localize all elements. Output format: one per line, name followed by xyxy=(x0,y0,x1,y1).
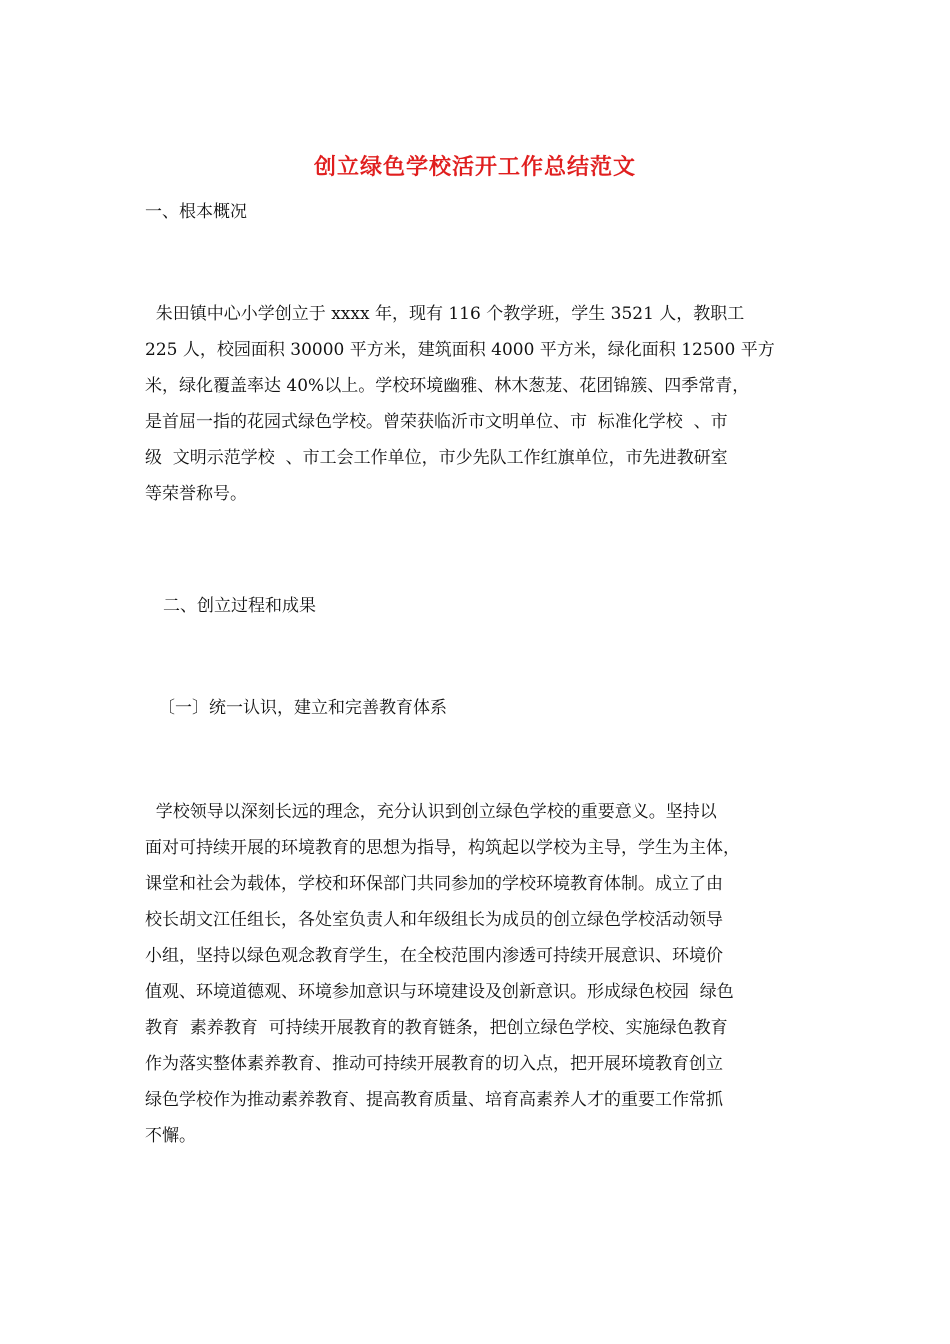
paragraph-line: 教育 素养教育 可持续开展教育的教育链条，把创立绿色学校、实施绿色教育 xyxy=(145,1018,728,1038)
section-heading-overview: 一、根本概况 xyxy=(145,202,247,222)
paragraph-line: 米，绿化覆盖率达 40%以上。学校环境幽雅、林木葱茏、花团锦簇、四季常青， xyxy=(145,376,750,396)
subsection-heading-unified-understanding: 〔一〕统一认识，建立和完善教育体系 xyxy=(158,698,447,718)
paragraph-line: 225 人，校园面积 30000 平方米，建筑面积 4000 平方米，绿化面积 12500 平方 xyxy=(145,340,775,360)
document-title: 创立绿色学校活开工作总结范文 xyxy=(313,154,636,180)
paragraph-line: 值观、环境道德观、环境参加意识与环境建设及创新意识。形成绿色校园 绿色 xyxy=(145,982,734,1002)
paragraph-line: 小组，坚持以绿色观念教育学生，在全校范围内渗透可持续开展意识、环境价 xyxy=(145,946,723,966)
paragraph-line: 校长胡文江任组长，各处室负责人和年级组长为成员的创立绿色学校活动领导 xyxy=(145,910,723,930)
paragraph-line: 面对可持续开展的环境教育的思想为指导，构筑起以学校为主导，学生为主体， xyxy=(145,838,740,858)
paragraph-line: 学校领导以深刻长远的理念，充分认识到创立绿色学校的重要意义。坚持以 xyxy=(145,802,717,822)
paragraph-line: 作为落实整体素养教育、推动可持续开展教育的切入点，把开展环境教育创立 xyxy=(145,1054,723,1074)
paragraph-line: 是首屈一指的花园式绿色学校。曾荣获临沂市文明单位、市 标准化学校 、市 xyxy=(145,412,728,432)
paragraph-education-system xyxy=(145,794,740,1154)
paragraph-line: 等荣誉称号。 xyxy=(145,484,247,504)
paragraph-line: 绿色学校作为推动素养教育、提高教育质量、培育高素养人才的重要工作常抓 xyxy=(145,1090,723,1110)
paragraph-line: 级 文明示范学校 、市工会工作单位，市少先队工作红旗单位，市先进教研室 xyxy=(145,448,728,468)
paragraph-line: 朱田镇中心小学创立于 xxxx 年，现有 116 个教学班，学生 3521 人，教职工 xyxy=(145,304,745,324)
paragraph-line: 课堂和社会为载体，学校和环保部门共同参加的学校环境教育体制。成立了由 xyxy=(145,874,723,894)
paragraph-overview xyxy=(145,296,775,512)
paragraph-line: 不懈。 xyxy=(145,1126,196,1146)
section-heading-process: 二、创立过程和成果 xyxy=(163,596,316,616)
